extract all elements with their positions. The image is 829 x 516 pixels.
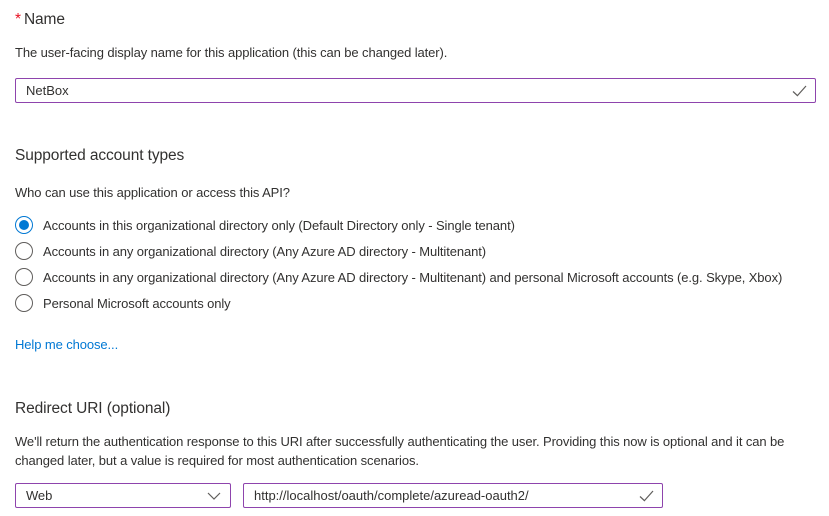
redirect-uri-input[interactable] [243, 483, 663, 508]
radio-button[interactable] [15, 268, 33, 286]
radio-option-label: Accounts in any organizational directory (Any Azure AD directory - Multitenant) [43, 243, 486, 259]
radio-button[interactable] [15, 242, 33, 260]
redirect-uri-controls [15, 483, 816, 508]
required-asterisk: * [15, 11, 21, 28]
radio-option-single-tenant[interactable] [15, 212, 816, 238]
radio-option-personal-only[interactable] [15, 290, 816, 316]
uri-input-wrap [243, 483, 663, 508]
supported-account-types-section [15, 146, 816, 354]
account-types-question: Who can use this application or access this API? [15, 185, 290, 200]
platform-select-value: Web [26, 488, 53, 503]
radio-option-multitenant-personal[interactable] [15, 264, 816, 290]
radio-option-label: Accounts in this organizational directory only (Default Directory only - Single tenant) [43, 217, 515, 233]
radio-button[interactable] [15, 294, 33, 312]
chevron-down-icon [207, 488, 221, 503]
redirect-uri-section [15, 399, 816, 508]
radio-button-selected[interactable] [15, 216, 33, 234]
check-icon [639, 490, 654, 502]
radio-dot [19, 220, 29, 230]
name-input[interactable] [15, 78, 816, 103]
name-title-text: Name [23, 11, 65, 28]
name-section [15, 10, 816, 103]
name-input-wrap [15, 78, 816, 103]
account-types-radio-group [15, 212, 816, 316]
redirect-uri-description: We'll return the authentication response to this URI after successfully authenticating the user. Providing this now is optional and it can be changed later, but a value is required for most authentication scenarios. [15, 434, 785, 468]
platform-select[interactable] [15, 483, 231, 508]
help-me-choose-link[interactable]: Help me choose... [15, 337, 119, 352]
account-types-title: Supported account types [15, 147, 185, 164]
radio-option-multitenant[interactable] [15, 238, 816, 264]
radio-option-label: Personal Microsoft accounts only [43, 295, 231, 311]
name-description: The user-facing display name for this application (this can be changed later). [15, 45, 448, 60]
check-icon [792, 85, 807, 97]
name-section-title [15, 10, 816, 30]
redirect-uri-title: Redirect URI (optional) [15, 400, 171, 417]
radio-option-label: Accounts in any organizational directory (Any Azure AD directory - Multitenant) and personal Microsoft accounts (e.g. Skype, Xbox) [43, 269, 783, 285]
